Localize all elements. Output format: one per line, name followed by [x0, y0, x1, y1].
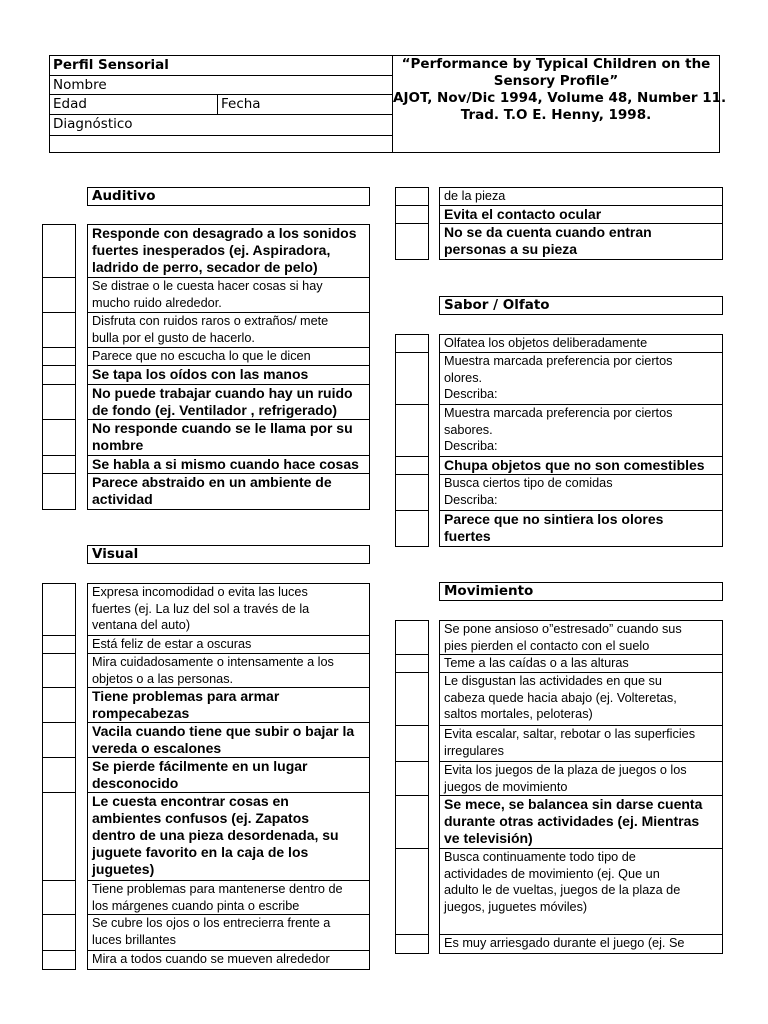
- checkbox-visual[interactable]: [42, 950, 76, 970]
- item-text-line: actividad: [92, 491, 153, 507]
- item-text-line: Se tapa los oídos con las manos: [92, 366, 309, 382]
- item-auditivo: [87, 384, 370, 420]
- item-text-line: Evita escalar, saltar, rebotar o las superficies: [444, 727, 696, 741]
- item-text-line: mucho ruido alrededor.: [92, 295, 222, 310]
- item-text-line: Se pierde fácilmente en un lugar: [92, 758, 308, 774]
- item-sabor: [439, 456, 723, 475]
- checkbox-sabor[interactable]: [395, 404, 429, 457]
- item-text-line: los márgenes cuando pinta o escribe: [92, 898, 300, 913]
- item-visual: [87, 635, 370, 654]
- item-visual: [87, 757, 370, 793]
- item-auditivo: [87, 277, 370, 313]
- item-text-line: sabores.: [444, 422, 493, 437]
- checkbox-visual[interactable]: [42, 792, 76, 881]
- checkbox-sabor[interactable]: [395, 352, 429, 405]
- item-text-line: dentro de una pieza desordenada, su: [92, 827, 339, 843]
- item-text-line: personas a su pieza: [444, 241, 578, 257]
- item-text-line: ambientes confusos (ej. Zapatos: [92, 810, 310, 826]
- item-text-line: Describa:: [444, 439, 498, 454]
- item-visual: [87, 792, 370, 881]
- item-text-line: Describa:: [444, 492, 498, 507]
- form-title: Perfil Sensorial: [53, 57, 169, 73]
- item-text-line: Busca continuamente todo tipo de: [444, 850, 636, 864]
- item-text-line: rompecabezas: [92, 705, 190, 721]
- section-title-auditivo: Auditivo: [87, 187, 370, 206]
- item-movimiento: [439, 654, 723, 673]
- item-text-line: Está feliz de estar a oscuras: [92, 637, 252, 651]
- item-text-line: Busca ciertos tipo de comidas: [444, 476, 613, 490]
- item-text-line: Muestra marcada preferencia por ciertos: [444, 406, 673, 420]
- checkbox-movimiento[interactable]: [395, 848, 429, 935]
- checkbox-sabor[interactable]: [395, 456, 429, 475]
- checkbox-sabor[interactable]: [395, 474, 429, 511]
- item-movimiento: [439, 672, 723, 726]
- item-visual_cont: [439, 187, 723, 206]
- checkbox-auditivo[interactable]: [42, 455, 76, 474]
- checkbox-movimiento[interactable]: [395, 672, 429, 726]
- checkbox-visual[interactable]: [42, 914, 76, 951]
- checkbox-auditivo[interactable]: [42, 224, 76, 278]
- item-text-line: adulto le de vueltas, juegos de la plaza de: [444, 883, 681, 898]
- checkbox-visual[interactable]: [42, 583, 76, 636]
- item-auditivo: [87, 419, 370, 456]
- checkbox-visual[interactable]: [42, 653, 76, 688]
- checkbox-movimiento[interactable]: [395, 654, 429, 673]
- item-movimiento: [439, 725, 723, 762]
- checkbox-movimiento[interactable]: [395, 725, 429, 762]
- item-text-line: nombre: [92, 437, 144, 453]
- item-text-line: bulla por el gusto de hacerlo.: [92, 330, 255, 345]
- checkbox-auditivo[interactable]: [42, 312, 76, 348]
- item-text-line: Muestra marcada preferencia por ciertos: [444, 354, 673, 368]
- item-movimiento: [439, 934, 723, 954]
- item-visual: [87, 687, 370, 723]
- reference-line: Trad. T.O E. Henny, 1998.: [460, 107, 652, 123]
- item-text-line: Olfatea los objetos deliberadamente: [444, 336, 648, 350]
- checkbox-movimiento[interactable]: [395, 934, 429, 954]
- checkbox-movimiento[interactable]: [395, 761, 429, 796]
- item-movimiento: [439, 848, 723, 935]
- item-sabor: [439, 404, 723, 457]
- checkbox-visual[interactable]: [42, 722, 76, 758]
- item-auditivo: [87, 347, 370, 366]
- checkbox-auditivo[interactable]: [42, 277, 76, 313]
- fecha-field[interactable]: Fecha: [217, 94, 392, 114]
- checkbox-visual_cont[interactable]: [395, 205, 429, 224]
- item-text-line: Evita el contacto ocular: [444, 206, 602, 222]
- item-auditivo: [87, 224, 370, 278]
- reference-line: “Performance by Typical Children on the: [401, 56, 711, 72]
- item-text-line: Tiene problemas para armar: [92, 688, 280, 704]
- item-text-line: Parece que no sintiera los olores: [444, 511, 664, 527]
- checkbox-auditivo[interactable]: [42, 473, 76, 510]
- checkbox-visual[interactable]: [42, 635, 76, 654]
- item-text-line: fuertes inesperados (ej. Aspiradora,: [92, 242, 331, 258]
- item-text-line: objetos o a las personas.: [92, 671, 234, 686]
- checkbox-sabor[interactable]: [395, 334, 429, 353]
- item-text-line: durante otras actividades (ej. Mientras: [444, 813, 700, 829]
- item-text-line: saltos mortales, peloteras): [444, 707, 593, 722]
- item-text-line: Responde con desagrado a los sonidos: [92, 225, 357, 241]
- item-auditivo: [87, 365, 370, 385]
- form-header: [49, 55, 727, 153]
- section-title-visual: Visual: [87, 545, 370, 564]
- item-text-line: Se habla a si mismo cuando hace cosas: [92, 456, 359, 472]
- item-text-line: juguete favorito en la caja de los: [92, 844, 309, 860]
- item-text-line: ladrido de perro, secador de pelo): [92, 259, 318, 275]
- item-visual: [87, 583, 370, 636]
- reference-citation: [393, 56, 727, 124]
- item-visual: [87, 914, 370, 951]
- item-text-line: Mira cuidadosamente o intensamente a los: [92, 655, 334, 669]
- checkbox-auditivo[interactable]: [42, 419, 76, 456]
- item-text-line: No se da cuenta cuando entran: [444, 224, 652, 240]
- item-auditivo: [87, 312, 370, 348]
- item-text-line: Mira a todos cuando se mueven alrededor: [92, 952, 330, 966]
- item-text-line: de la pieza: [444, 189, 506, 203]
- item-text-line: Describa:: [444, 387, 498, 402]
- item-text-line: Parece que no escucha lo que le dicen: [92, 349, 311, 363]
- item-text-line: vereda o escalones: [92, 740, 222, 756]
- item-text-line: pies pierden el contacto con el suelo: [444, 638, 650, 653]
- item-text-line: irregulares: [444, 743, 504, 758]
- item-text-line: de fondo (ej. Ventilador , refrigerado): [92, 402, 338, 418]
- nombre-field[interactable]: Nombre: [50, 75, 392, 94]
- checkbox-visual[interactable]: [42, 880, 76, 915]
- reference-line: Sensory Profile”: [493, 73, 619, 89]
- item-visual: [87, 722, 370, 758]
- checkbox-movimiento[interactable]: [395, 795, 429, 849]
- item-movimiento: [439, 620, 723, 655]
- item-text-line: Parece abstraido en un ambiente de: [92, 474, 332, 490]
- item-visual: [87, 880, 370, 915]
- item-visual: [87, 653, 370, 688]
- item-text-line: Se pone ansioso o”estresado” cuando sus: [444, 622, 682, 636]
- item-sabor: [439, 352, 723, 405]
- item-sabor: [439, 474, 723, 511]
- section-title-sabor-olfato: Sabor / Olfato: [439, 296, 723, 315]
- item-text-line: desconocido: [92, 775, 179, 791]
- item-sabor: [439, 510, 723, 547]
- checkbox-visual[interactable]: [42, 757, 76, 793]
- item-text-line: Vacila cuando tiene que subir o bajar la: [92, 723, 355, 739]
- item-text-line: juguetes): [92, 861, 155, 877]
- item-text-line: Teme a las caídas o a las alturas: [444, 656, 629, 670]
- item-sabor: [439, 334, 723, 353]
- item-visual_cont: [439, 223, 723, 260]
- checkbox-sabor[interactable]: [395, 510, 429, 547]
- item-auditivo: [87, 455, 370, 474]
- item-text-line: juegos, juguetes móviles): [444, 899, 588, 914]
- item-text-line: Es muy arriesgado durante el juego (ej. Se: [444, 936, 685, 950]
- checkbox-visual_cont[interactable]: [395, 187, 429, 206]
- checkbox-visual[interactable]: [42, 687, 76, 723]
- item-text-line: ventana del auto): [92, 618, 191, 633]
- checkbox-visual_cont[interactable]: [395, 223, 429, 260]
- item-movimiento: [439, 795, 723, 849]
- item-visual_cont: [439, 205, 723, 224]
- item-text-line: No responde cuando se le llama por su: [92, 420, 353, 436]
- item-text-line: Chupa objetos que no son comestibles: [444, 457, 705, 473]
- item-text-line: olores.: [444, 370, 483, 385]
- item-text-line: ve televisión): [444, 830, 533, 846]
- item-text-line: Le cuesta encontrar cosas en: [92, 793, 289, 809]
- item-text-line: Se mece, se balancea sin darse cuenta: [444, 796, 703, 812]
- item-text-line: Tiene problemas para mantenerse dentro de: [92, 882, 343, 896]
- checkbox-auditivo[interactable]: [42, 347, 76, 366]
- item-text-line: Expresa incomodidad o evita las luces: [92, 585, 308, 599]
- checkbox-auditivo[interactable]: [42, 365, 76, 385]
- item-text-line: Se distrae o le cuesta hacer cosas si hay: [92, 279, 323, 293]
- item-text-line: fuertes: [444, 528, 491, 544]
- item-text-line: luces brillantes: [92, 932, 176, 947]
- checkbox-movimiento[interactable]: [395, 620, 429, 655]
- reference-line: AJOT, Nov/Dic 1994, Volume 48, Number 11.: [393, 90, 727, 106]
- item-text-line: actividades de movimiento (ej. Que un: [444, 866, 660, 881]
- blank-field[interactable]: [50, 135, 392, 152]
- item-text-line: No puede trabajar cuando hay un ruido: [92, 385, 353, 401]
- item-text-line: Disfruta con ruidos raros o extraños/ mete: [92, 314, 329, 328]
- diagnostico-field[interactable]: Diagnóstico: [50, 114, 392, 135]
- item-text-line: Evita los juegos de la plaza de juegos o los: [444, 763, 687, 777]
- item-text-line: fuertes (ej. La luz del sol a través de la: [92, 601, 310, 616]
- item-text-line: Se cubre los ojos o los entrecierra frente a: [92, 916, 331, 930]
- item-movimiento: [439, 761, 723, 796]
- edad-field[interactable]: Edad: [50, 94, 217, 114]
- item-visual: [87, 950, 370, 970]
- section-title-movimiento: Movimiento: [439, 582, 723, 601]
- item-text-line: juegos de movimiento: [444, 779, 568, 794]
- checkbox-auditivo[interactable]: [42, 384, 76, 420]
- item-auditivo: [87, 473, 370, 510]
- item-text-line: Le disgustan las actividades en que su: [444, 674, 662, 688]
- item-text-line: cabeza quede hacia abajo (ej. Volteretas,: [444, 690, 677, 705]
